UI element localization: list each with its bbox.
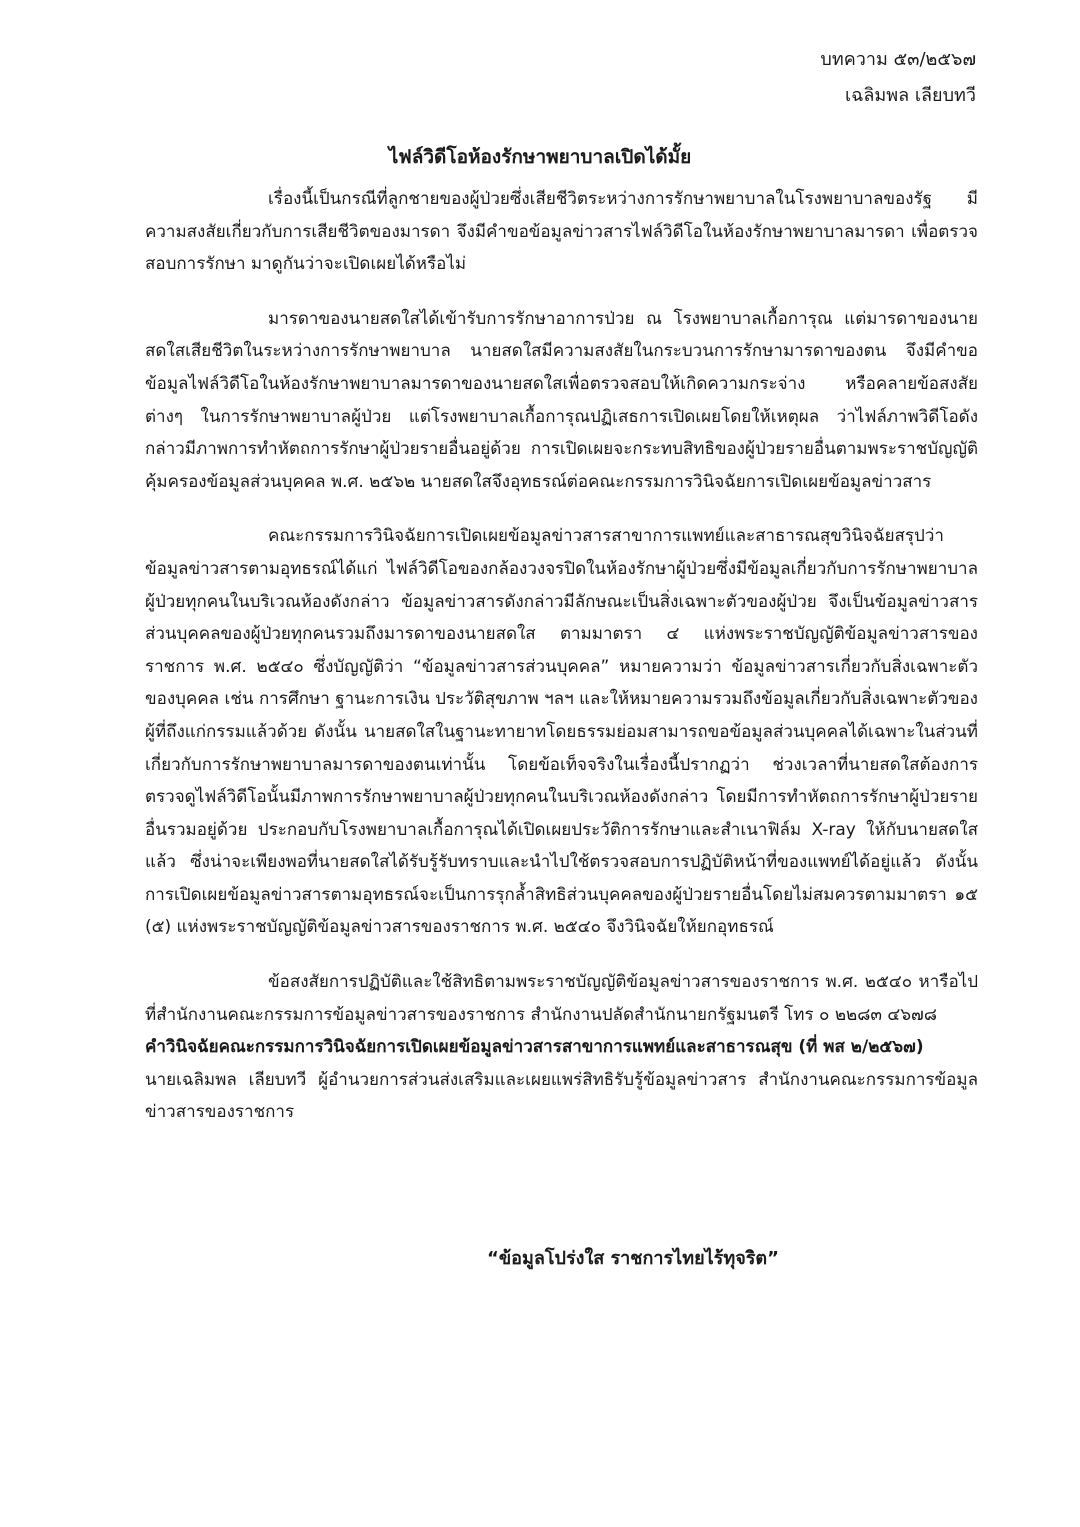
- author-credit: นายเฉลิมพล เลียบทวี ผู้อำนวยการส่วนส่งเสริมและเผยแพร่สิทธิรับรู้ข้อมูลข่าวสาร สำนักงานคณะกรรมการข้อมูลข่าวสารของราชการ: [145, 1069, 978, 1123]
- paragraph-contact: ข้อสงสัยการปฏิบัติและใช้สิทธิตามพระราชบัญญัติข้อมูลข่าวสารของราชการ พ.ศ. ๒๕๔๐ หารือไปที่สำนักงานคณะกรรมการข้อมูลข่าวสารของราชการ สำนักงานปลัดสำนักนายกรัฐมนตรี โทร ๐ ๒๒๘๓ ๔๖๗๘: [145, 972, 978, 1025]
- paragraph-facts: มารดาของนายสดใสได้เข้ารับการรักษาอาการป่วย ณ โรงพยาบาลเกื้อการุณ แต่มารดาของนายสดใสเสียชีวิตในระหว่างการรักษาพยาบาล นายสดใสมีความสงสัยในกระบวนการรักษามารดาของตน จึงมีคำขอข้อมูลไฟล์วิดีโอในห้องรักษาพยาบาลมารดาของนายสดใสเพื่อตรวจสอบให้เกิดความกระจ่าง หรือคลายข้อสงสัยต่างๆ ในการรักษาพยาบาลผู้ป่วย แต่โรงพยาบาลเกื้อการุณปฏิเสธการเปิดเผยโดยให้เหตุผล ว่าไฟล์ภาพวิดีโอดังกล่าวมีภาพการทำหัตถการรักษาผู้ป่วยรายอื่นอยู่ด้วย การเปิดเผยจะกระทบสิทธิของผู้ป่วยรายอื่นตามพระราชบัญญัติคุ้มครองข้อมูลส่วนบุคคล พ.ศ. ๒๕๖๒ นายสดใสจึงอุทธรณ์ต่อคณะกรรมการวินิจฉัยการเปิดเผยข้อมูลข่าวสาร: [145, 308, 978, 492]
- article-number: บทความ ๕๓/๒๕๖๗: [820, 49, 976, 70]
- article-author: เฉลิมพล เลียบทวี: [844, 85, 976, 106]
- article-title: ไฟล์วิดีโอห้องรักษาพยาบาลเปิดได้มั้ย: [388, 146, 692, 168]
- paragraph-ruling: คณะกรรมการวินิจฉัยการเปิดเผยข้อมูลข่าวสารสาขาการแพทย์และสาธารณสุขวินิจฉัยสรุปว่า ข้อมูลข่าวสารตามอุทธรณ์ได้แก่ ไฟล์วิดีโอของกล้องวงจรปิดในห้องรักษาผู้ป่วยซึ่งมีข้อมูลเกี่ยวกับการรักษาพยาบาลผู้ป่วยทุกคนในบริเวณห้องดังกล่าว ข้อมูลข่าวสารดังกล่าวมีลักษณะเป็นสิ่งเฉพาะตัวของผู้ป่วย จึงเป็นข้อมูลข่าวสารส่วนบุคคลของผู้ป่วยทุกคนรวมถึงมารดาของนายสดใส ตามมาตรา ๔ แห่งพระราชบัญญัติข้อมูลข่าวสารของราชการ พ.ศ. ๒๕๔๐ ซึ่งบัญญัติว่า “ข้อมูลข่าวสารส่วนบุคคล” หมายความว่า ข้อมูลข่าวสารเกี่ยวกับสิ่งเฉพาะตัวของบุคคล เช่น การศึกษา ฐานะการเงิน ประวัติสุขภาพ ฯลฯ และให้หมายความรวมถึงข้อมูลเกี่ยวกับสิ่งเฉพาะตัวของผู้ที่ถึงแก่กรรมแล้วด้วย ดังนั้น นายสดใสในฐานะทายาทโดยธรรมย่อมสามารถขอข้อมูลส่วนบุคคลได้เฉพาะในส่วนที่เกี่ยวกับการรักษาพยาบาลมารดาของตนเท่านั้น โดยข้อเท็จจริงในเรื่องนี้ปรากฏว่า ช่วงเวลาที่นายสดใสต้องการตรวจดูไฟล์วิดีโอนั้นมีภาพการรักษาพยาบาลผู้ป่วยทุกคนในบริเวณห้องดังกล่าว โดยมีการทำหัตถการรักษาผู้ป่วยรายอื่นรวมอยู่ด้วย ประกอบกับโรงพยาบาลเกื้อการุณได้เปิดเผยประวัติการรักษาและสำเนาฟิล์ม X-ray ให้กับนายสดใสแล้ว ซึ่งน่าจะเพียงพอที่นายสดใสได้รับรู้รับทราบและนำไปใช้ตรวจสอบการปฏิบัติหน้าที่ของแพทย์ได้อยู่แล้ว ดังนั้น การเปิดเผยข้อมูลข่าวสารตามอุทธรณ์จะเป็นการรุกล้ำสิทธิส่วนบุคคลของผู้ป่วยรายอื่นโดยไม่สมควรตามมาตรา ๑๕ (๕) แห่งพระราชบัญญัติข้อมูลข่าวสารของราชการ พ.ศ. ๒๕๔๐ จึงวินิจฉัยให้ยกอุทธรณ์: [145, 526, 978, 938]
- slogan: “ข้อมูลโปร่งใส ราชการไทยไร้ทุจริต”: [487, 1248, 779, 1269]
- paragraph-intro: เรื่องนี้เป็นกรณีที่ลูกชายของผู้ป่วยซึ่งเสียชีวิตระหว่างการรักษาพยาบาลในโรงพยาบาลของรัฐ มีความสงสัยเกี่ยวกับการเสียชีวิตของมารดา จึงมีคำขอข้อมูลข่าวสารไฟล์วิดีโอในห้องรักษาพยาบาลมารดา เพื่อตรวจสอบการรักษา มาดูกันว่าจะเปิดเผยได้หรือไม่: [145, 189, 978, 275]
- ruling-reference: คำวินิจฉัยคณะกรรมการวินิจฉัยการเปิดเผยข้อมูลข่าวสารสาขาการแพทย์และสาธารณสุข (ที่ พส ๒/๒๕๖๗): [145, 1037, 924, 1058]
- article-header: [820, 42, 976, 114]
- article-body: [145, 183, 978, 1129]
